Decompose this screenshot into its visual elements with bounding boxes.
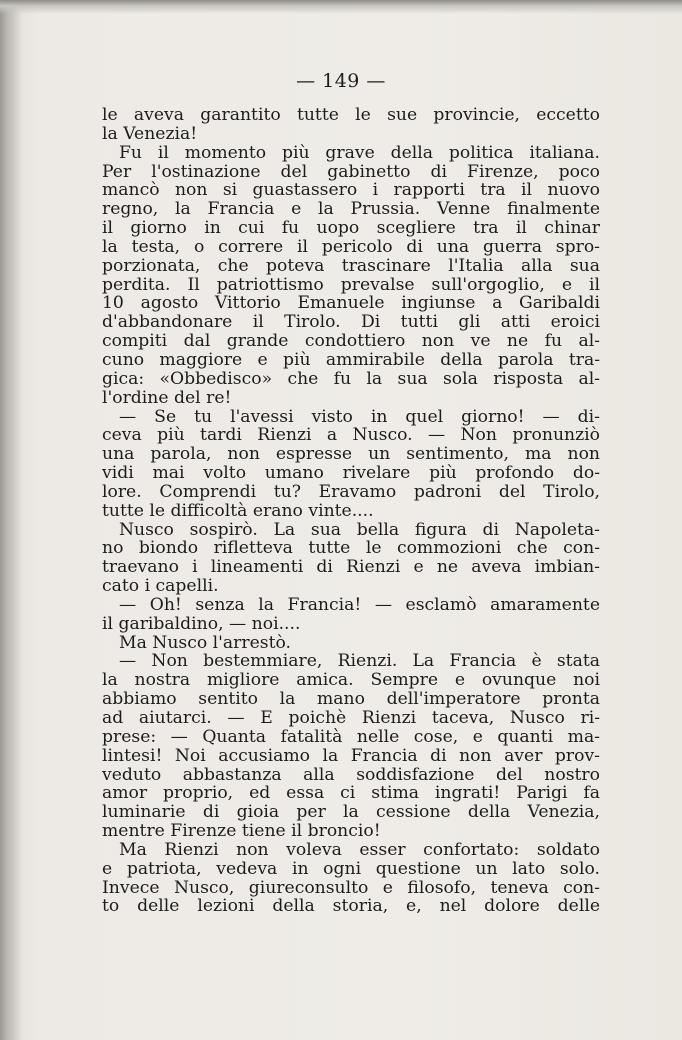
text-line: compiti dal grande condottiero non ve ne fu al- xyxy=(102,331,600,352)
binding-shadow xyxy=(0,0,22,1040)
text-line: ad aiutarci. — E poichè Rienzi taceva, Nusco ri- xyxy=(102,708,600,728)
text-line: amor proprio, ed essa ci stima ingrati! Parigi fa xyxy=(102,783,600,804)
text-line: e patriota, vedeva in ogni questione un lato solo. xyxy=(102,858,600,879)
text-line: una parola, non espresse un sentimento, ma non xyxy=(102,444,600,465)
text-line: la testa, o correre il pericolo di una guerra spro- xyxy=(102,236,600,257)
text-line: regno, la Francia e la Prussia. Venne finalmente xyxy=(102,199,600,220)
text-line: Ma Rienzi non voleva esser confortato: soldato xyxy=(119,839,600,860)
text-line: vidi mai volto umano rivelare più profondo do- xyxy=(102,463,600,484)
text-line: prese: — Quanta fatalità nelle cose, e quanti ma- xyxy=(102,726,600,747)
text-line: no biondo rifletteva tutte le commozioni che con- xyxy=(102,538,600,559)
text-line: porzionata, che poteva trascinare l'Italia alla sua xyxy=(102,255,600,276)
text-line: Invece Nusco, giureconsulto e filosofo, teneva con- xyxy=(102,877,600,898)
text-line: — Se tu l'avessi visto in quel giorno! — di- xyxy=(119,406,600,427)
text-line: luminarie di gioia per la cessione della Venezia, xyxy=(102,802,600,823)
page-number: — 149 — xyxy=(296,70,386,92)
text-line: lore. Comprendi tu? Eravamo padroni del Tirolo, xyxy=(102,481,600,502)
text-line: Ma Nusco l'arrestò. xyxy=(119,632,291,653)
text-line: lintesi! Noi accusiamo la Francia di non aver prov- xyxy=(102,745,600,766)
top-edge-shadow xyxy=(0,0,682,14)
text-line: il giorno in cui fu uopo scegliere tra il chinar xyxy=(102,218,600,239)
text-line: cuno maggiore e più ammirabile della parola tra- xyxy=(102,349,600,370)
text-line: Per l'ostinazione del gabinetto di Firenze, poco xyxy=(102,161,600,182)
text-line: la nostra migliore amica. Sempre e ovunque noi xyxy=(102,670,600,691)
text-line: l'ordine del re! xyxy=(102,387,232,408)
text-line: to delle lezioni della storia, e, nel dolore delle xyxy=(102,896,600,917)
text-line: gica: «Obbedisco» che fu la sua sola risposta al- xyxy=(102,368,600,389)
text-line: mancò non si guastassero i rapporti tra il nuovo xyxy=(102,180,600,201)
text-line: 10 agosto Vittorio Emanuele ingiunse a Garibaldi xyxy=(102,293,600,314)
text-line: Nusco sospirò. La sua bella figura di Napoleta- xyxy=(119,519,600,540)
text-line: le aveva garantito tutte le sue provincie, eccetto xyxy=(102,105,600,125)
text-line: il garibaldino, — noi.... xyxy=(102,613,301,634)
text-line: Fu il momento più grave della politica italiana. xyxy=(119,142,600,163)
text-line: perdita. Il patriottismo prevalse sull'orgoglio, e il xyxy=(102,274,600,295)
text-line: cato i capelli. xyxy=(102,576,219,597)
text-line: abbiamo sentito la mano dell'imperatore pronta xyxy=(102,689,600,710)
text-line: traevano i lineamenti di Rienzi e ne aveva imbian- xyxy=(102,557,600,578)
text-line: tutte le difficoltà erano vinte.... xyxy=(102,500,374,521)
text-line: ceva più tardi Rienzi a Nusco. — Non pronunziò xyxy=(102,425,600,446)
text-line: veduto abbastanza alla soddisfazione del nostro xyxy=(102,764,600,785)
body-text xyxy=(102,106,600,916)
text-line: mentre Firenze tiene il broncio! xyxy=(102,821,381,842)
text-line: — Non bestemmiare, Rienzi. La Francia è stata xyxy=(119,651,600,672)
text-line: — Oh! senza la Francia! — esclamò amaramente xyxy=(119,594,600,615)
text-line: la Venezia! xyxy=(102,123,198,144)
text-line: d'abbandonare il Tirolo. Di tutti gli atti eroici xyxy=(102,312,600,333)
